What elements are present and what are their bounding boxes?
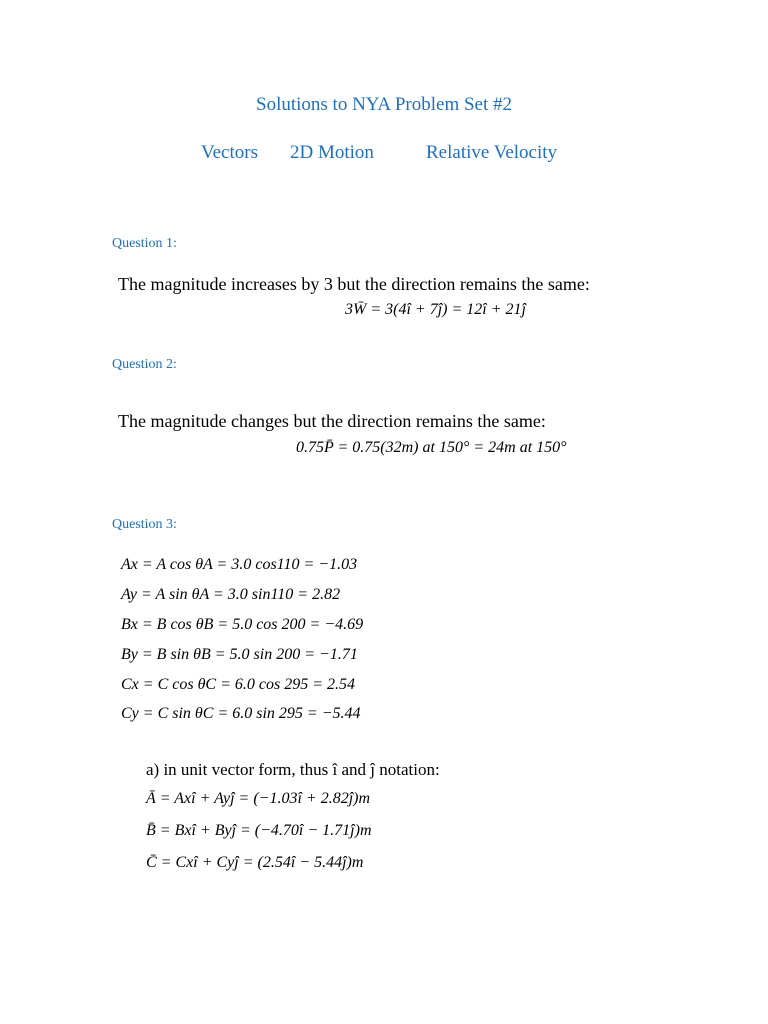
part-a-label: a) in unit vector form, thus î and ĵ notation: — [146, 760, 440, 779]
question-1-statement: The magnitude increases by 3 but the direction remains the same: — [118, 274, 590, 294]
topic-2d-motion: 2D Motion — [290, 142, 374, 163]
vector-a-unit-form: Ā = Axî + Ayĵ = (−1.03î + 2.82ĵ)m — [146, 790, 371, 807]
question-3-heading: Question 3: — [112, 517, 177, 532]
component-ax: Ax = A cos θA = 3.0 cos110 = −1.03 — [121, 556, 358, 573]
component-by: By = B sin θB = 5.0 sin 200 = −1.71 — [121, 646, 358, 663]
topic-relative-velocity: Relative Velocity — [426, 142, 558, 163]
vector-b-unit-form: B̄ = Bxî + Byĵ = (−4.70î − 1.71ĵ)m — [146, 822, 372, 839]
question-2-heading: Question 2: — [112, 357, 177, 372]
question-1-heading: Question 1: — [112, 236, 177, 251]
component-cy: Cy = C sin θC = 6.0 sin 295 = −5.44 — [121, 705, 361, 722]
question-2-statement: The magnitude changes but the direction remains the same: — [118, 411, 546, 431]
component-ay: Ay = A sin θA = 3.0 sin110 = 2.82 — [121, 586, 341, 603]
question-2-equation: 0.75P̄ = 0.75(32m) at 150° = 24m at 150° — [296, 439, 567, 456]
page-title: Solutions to NYA Problem Set #2 — [256, 94, 512, 115]
vector-c-unit-form: C̄ = Cxî + Cyĵ = (2.54î − 5.44ĵ)m — [146, 854, 364, 871]
question-1-equation: 3W̄ = 3(4î + 7ĵ) = 12î + 21ĵ — [345, 301, 526, 318]
topic-vectors: Vectors — [201, 142, 258, 163]
component-cx: Cx = C cos θC = 6.0 cos 295 = 2.54 — [121, 676, 356, 693]
component-bx: Bx = B cos θB = 5.0 cos 200 = −4.69 — [121, 616, 364, 633]
